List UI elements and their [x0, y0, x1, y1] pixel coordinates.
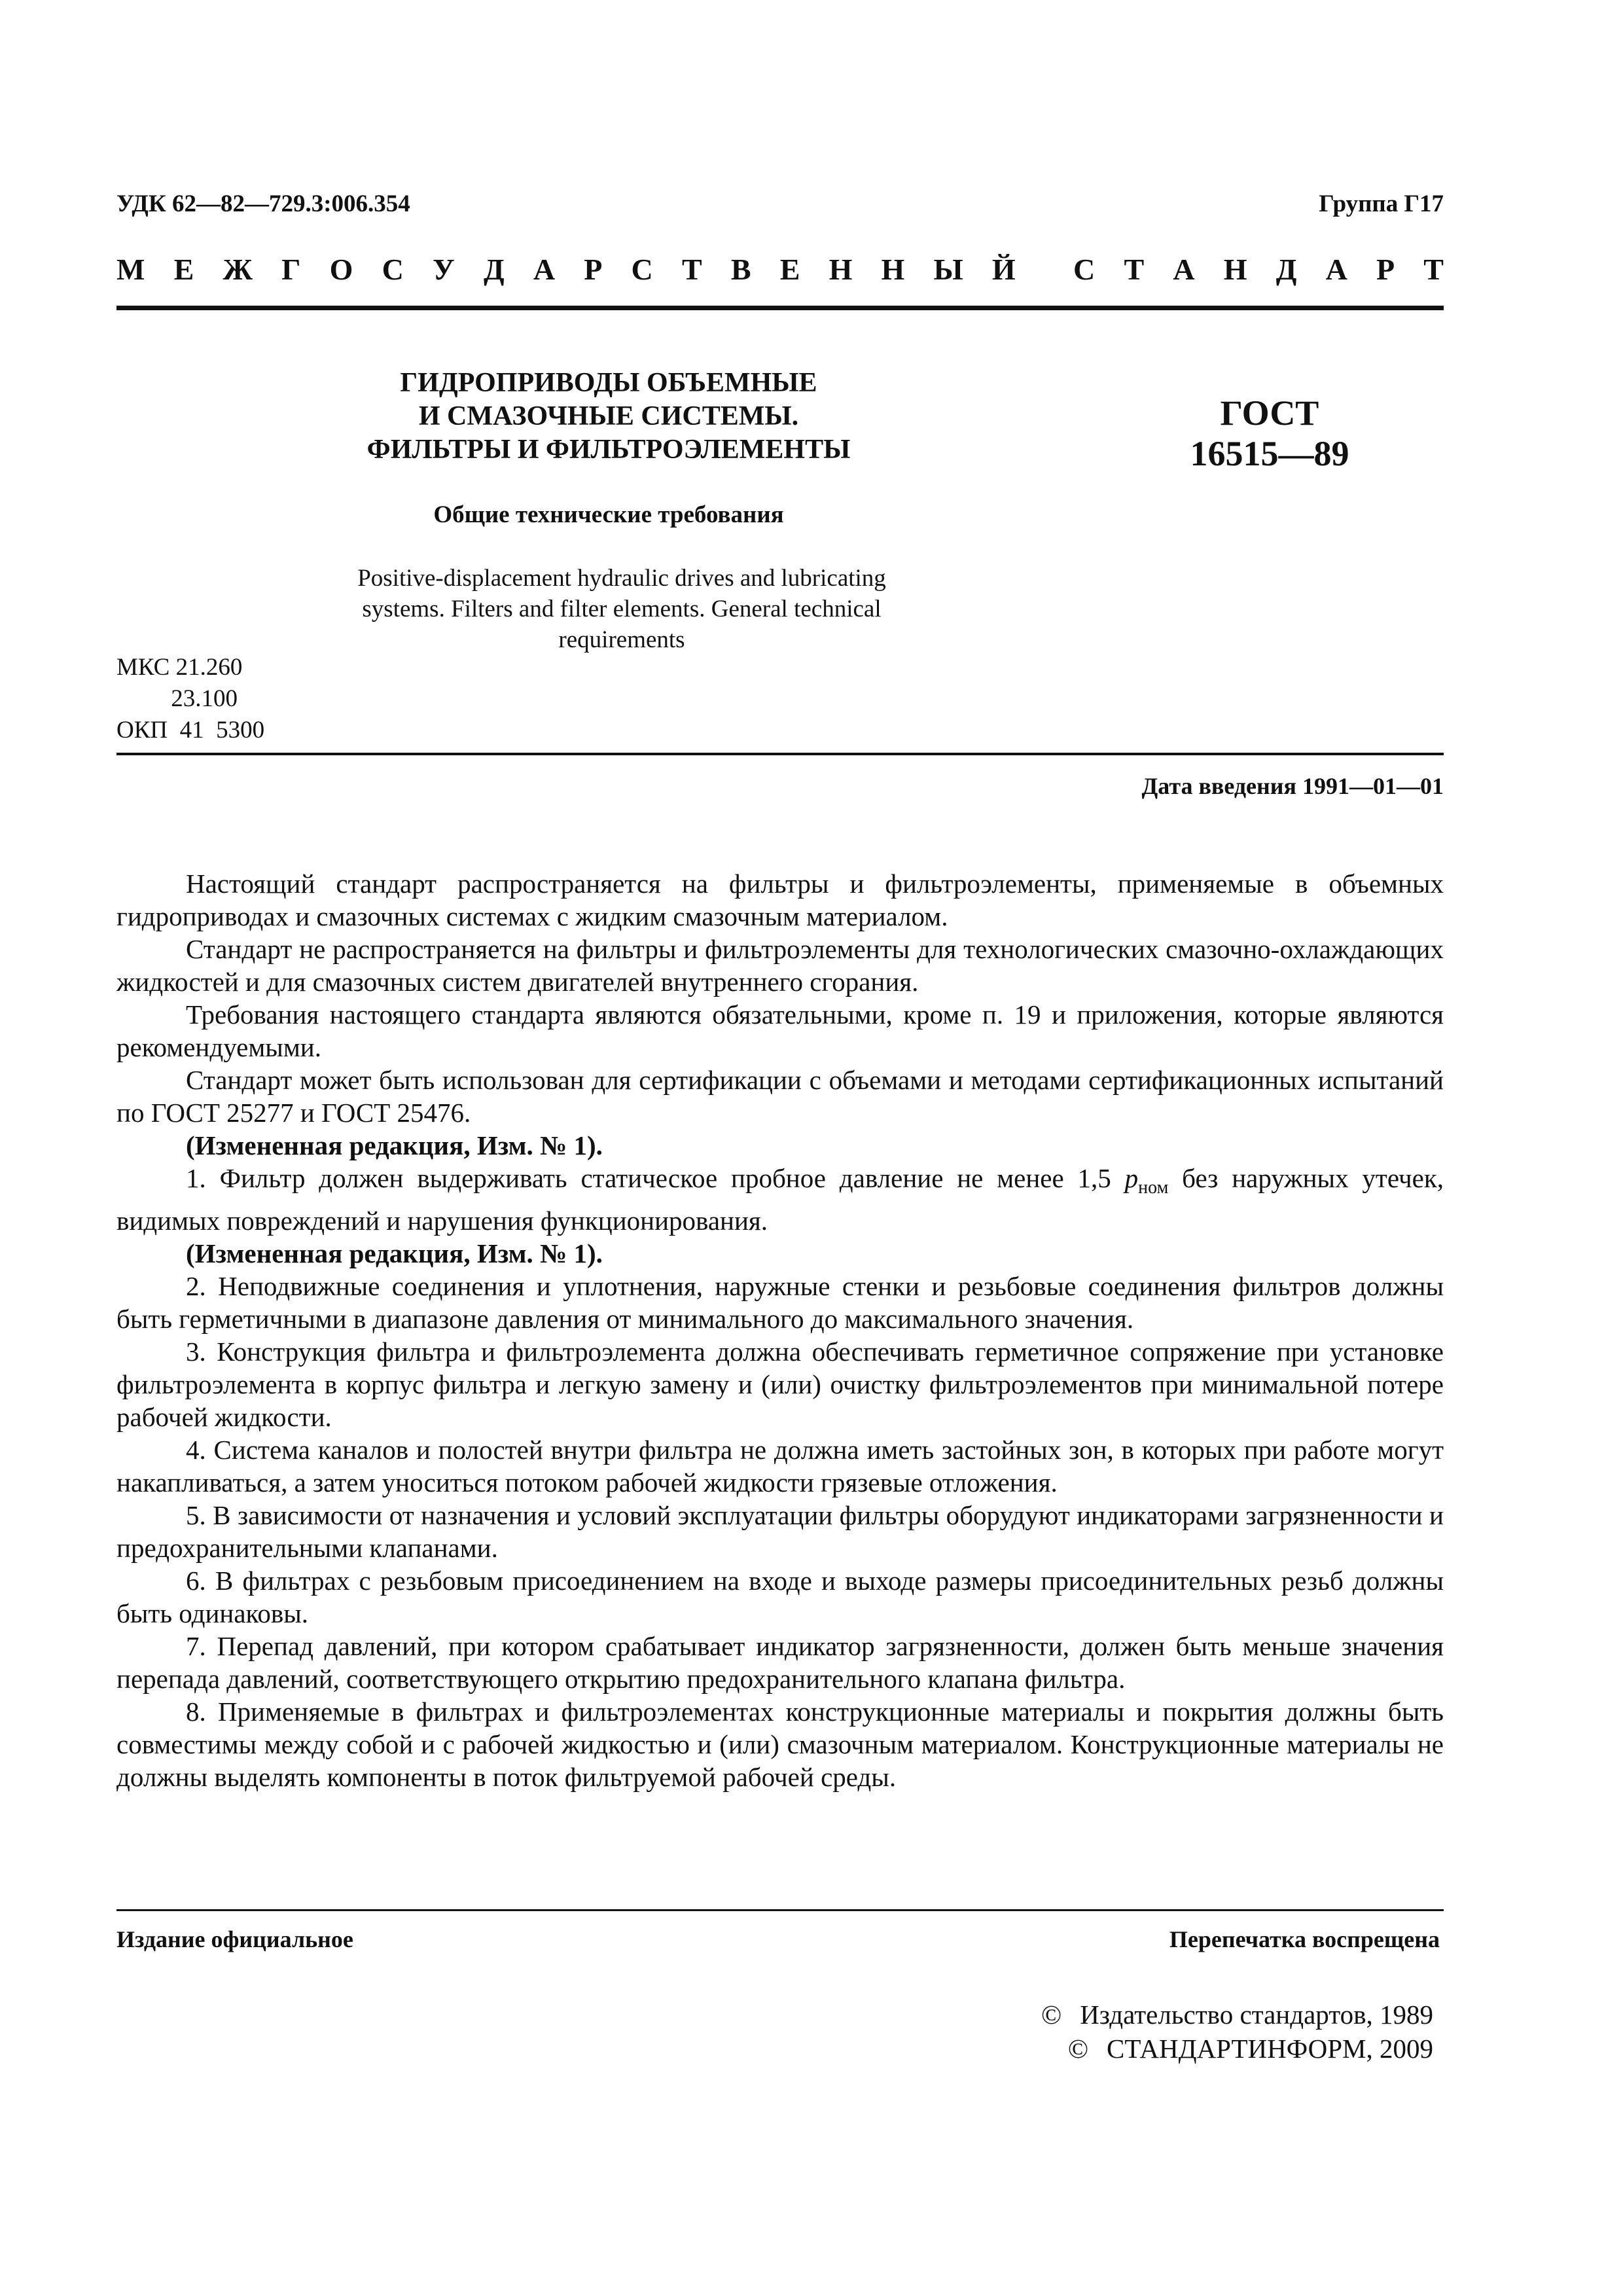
- heading-letter: Н: [1223, 253, 1247, 286]
- heading-letter: Ж: [223, 253, 253, 286]
- footer-divider: [116, 1909, 1444, 1911]
- heading-letter: М: [116, 253, 145, 286]
- heading-letter: А: [533, 253, 556, 286]
- group-code: Группа Г17: [1319, 190, 1444, 217]
- body-paragraph: [116, 1162, 1444, 1237]
- title-line: ГИДРОПРИВОДЫ ОБЪЕМНЫЕ: [400, 368, 817, 398]
- section-divider: [116, 753, 1444, 755]
- body-paragraph: 8. Применяемые в фильтрах и фильтроэлементах конструкционные материалы и покрытия должны быть совместимы между собой и с рабочей жидкостью и (или) смазочным материалом. Конструкционные материалы не должны выделять компоненты в поток фильтруемой рабочей среды.: [116, 1696, 1444, 1793]
- gost-label: ГОСТ: [1220, 393, 1319, 433]
- heading-letter: Е: [779, 253, 800, 286]
- heading-letter: Ы: [933, 253, 963, 286]
- heading-letter: А: [1325, 253, 1347, 286]
- body-paragraph: 7. Перепад давлений, при котором срабатывает индикатор загрязненности, должен быть меньше значения перепада давлений, соответствующего открытию предохранительного клапана фильтра.: [116, 1631, 1444, 1695]
- copyright-icon: ©: [1041, 2000, 1062, 2030]
- heading-letter: Е: [173, 253, 194, 286]
- body-paragraph: Настоящий стандарт распространяется на фильтры и фильтроэлементы, применяемые в объемных гидроприводах и смазочных системах с жидким смазочным материалом.: [116, 869, 1444, 931]
- gost-number: 16515—89: [1190, 434, 1349, 473]
- reprint-notice: Перепечатка воспрещена: [1169, 1926, 1440, 1952]
- mks-code: 23.100: [116, 685, 238, 712]
- body-paragraph: 5. В зависимости от назначения и условий эксплуатации фильтры оборудуют индикаторами загрязненности и предохранительными клапанами.: [116, 1500, 1444, 1564]
- heading-letter: Г: [281, 253, 301, 286]
- edition-label: Издание официальное: [116, 1926, 353, 1952]
- english-title: [288, 563, 955, 655]
- copyright-text: Издательство стандартов, 1989: [1080, 2000, 1433, 2030]
- body-paragraph: Стандарт не распространяется на фильтры и фильтроэлементы для технологических смазочно-охлаждающих жидкостей и для смазочных систем двигателей внутреннего сгорания.: [116, 934, 1444, 997]
- title-line: ФИЛЬТРЫ И ФИЛЬТРОЭЛЕМЕНТЫ: [366, 435, 851, 465]
- heading-letter: Т: [1124, 253, 1145, 286]
- amendment-note: (Измененная редакция, Изм. № 1).: [186, 1130, 603, 1160]
- body-paragraph: Стандарт может быть использован для сертификации с объемами и методами сертификационных испытаний по ГОСТ 25277 и ГОСТ 25476.: [116, 1065, 1444, 1128]
- heading-letter: У: [433, 253, 455, 286]
- heading-letter: А: [1173, 253, 1195, 286]
- paragraph-text: без наружных утечек, видимых повреждений и нарушения функционирования.: [116, 1163, 1444, 1236]
- heading-letter: С: [1073, 253, 1096, 286]
- paragraph-text: 1. Фильтр должен выдерживать статическое пробное давление не менее 1,5: [186, 1163, 1125, 1193]
- english-title-line: requirements: [558, 626, 685, 653]
- heading-letter: Н: [829, 253, 853, 286]
- heading-letter: Й: [991, 253, 1016, 286]
- udk-code: УДК 62—82—729.3:006.354: [116, 190, 410, 217]
- amendment-note: (Измененная редакция, Изм. № 1).: [186, 1238, 603, 1269]
- heading-letter: Р: [584, 253, 603, 286]
- english-title-line: Positive-displacement hydraulic drives and lubricating: [357, 565, 886, 592]
- heading-letter: Н: [881, 253, 905, 286]
- copyright-line: [1041, 2032, 1433, 2066]
- body-paragraph: 3. Конструкция фильтра и фильтроэлемента должна обеспечивать герметичное сопряжение при установке фильтроэлемента в корпус фильтра и легкую замену и (или) очистку фильтроэлементов при минимальной потере рабочей жидкости.: [116, 1336, 1444, 1433]
- body-paragraph: Требования настоящего стандарта являются обязательными, кроме п. 19 и приложения, которые являются рекомендуемыми.: [116, 999, 1444, 1062]
- heading-letter: С: [382, 253, 404, 286]
- okp-code: ОКП 41 5300: [116, 717, 265, 744]
- heading-letter: Т: [1423, 253, 1444, 286]
- gost-designation: [1139, 393, 1400, 474]
- pressure-subscript: ном: [1138, 1177, 1169, 1198]
- document-body: [116, 867, 1444, 1793]
- heading-letter: В: [730, 253, 751, 286]
- mks-code: МКС 21.260: [116, 654, 243, 681]
- english-title-line: systems. Filters and filter elements. General technical: [362, 596, 882, 622]
- copyright-block: [1041, 1998, 1433, 2066]
- document-title: [281, 367, 936, 467]
- heading-letter: Д: [1275, 253, 1297, 286]
- heading-letter: Т: [681, 253, 702, 286]
- copyright-line: [1041, 1998, 1433, 2032]
- heading-letter: О: [329, 253, 353, 286]
- pressure-symbol: p: [1124, 1163, 1139, 1193]
- copyright-text: СТАНДАРТИНФОРМ, 2009: [1107, 2034, 1433, 2064]
- heading-letter: Р: [1376, 253, 1395, 286]
- body-paragraph: 6. В фильтрах с резьбовым присоединением на входе и выходе размеры присоединительных резьб должны быть одинаковы.: [116, 1566, 1444, 1629]
- heading-letter: С: [631, 253, 653, 286]
- body-paragraph: 2. Неподвижные соединения и уплотнения, наружные стенки и резьбовые соединения фильтров должны быть герметичными в диапазоне давления от минимального до максимального значения.: [116, 1271, 1444, 1335]
- heading-letter: Д: [483, 253, 505, 286]
- introduction-date: Дата введения 1991—01—01: [1141, 773, 1444, 799]
- title-line: И СМАЗОЧНЫЕ СИСТЕМЫ.: [418, 401, 799, 431]
- copyright-icon: ©: [1067, 2034, 1089, 2064]
- interstate-standard-heading: [116, 252, 1444, 287]
- body-paragraph: 4. Система каналов и полостей внутри фильтра не должна иметь застойных зон, в которых при работе могут накапливаться, а затем уноситься потоком рабочей жидкости грязевые отложения.: [116, 1435, 1444, 1498]
- classification-codes: [116, 652, 264, 746]
- document-subtitle: Общие технические требования: [433, 501, 784, 528]
- header-divider: [116, 306, 1444, 310]
